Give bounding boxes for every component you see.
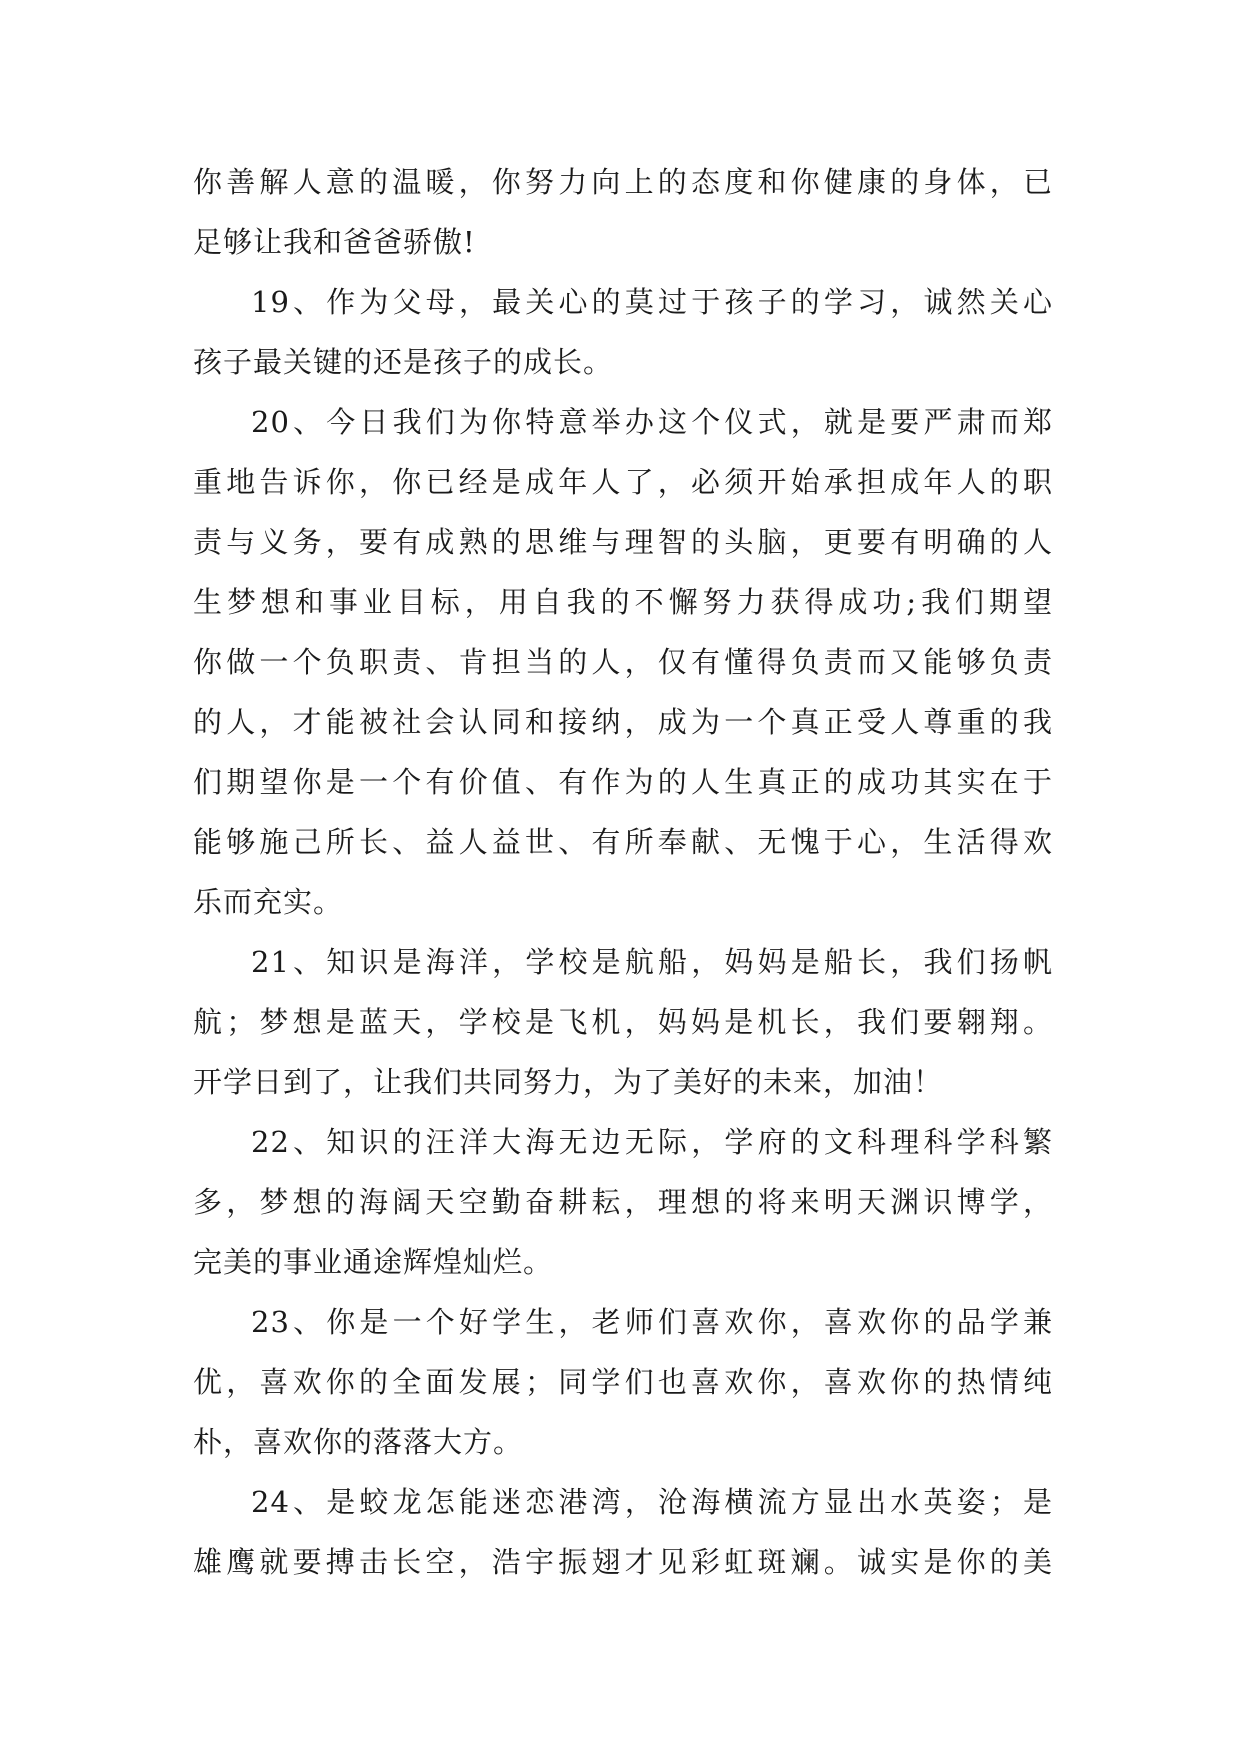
text-line: 们期望你是一个有价值、有作为的人生真正的成功其实在于: [193, 765, 1053, 799]
text-line: 责与义务，要有成熟的思维与理智的头脑，更要有明确的人: [193, 525, 1053, 559]
paragraph-start-22: 22、知识的汪洋大海无边无际，学府的文科理科学科繁: [251, 1125, 1053, 1159]
text-line: 雄鹰就要搏击长空，浩宇振翅才见彩虹斑斓。诚实是你的美: [193, 1545, 1053, 1579]
text-line: 重地告诉你，你已经是成年人了，必须开始承担成年人的职: [193, 465, 1053, 499]
text-line: 能够施己所长、益人益世、有所奉献、无愧于心，生活得欢: [193, 825, 1053, 859]
text-line: 足够让我和爸爸骄傲!: [193, 225, 476, 259]
text-line: 完美的事业通途辉煌灿烂。: [193, 1245, 554, 1279]
text-line: 你善解人意的温暖，你努力向上的态度和你健康的身体，已: [193, 165, 1053, 199]
document-body: [193, 152, 1053, 1592]
paragraph-start-19: 19、作为父母，最关心的莫过于孩子的学习，诚然关心: [251, 285, 1053, 319]
text-line: 开学日到了，让我们共同努力，为了美好的未来，加油！: [193, 1065, 944, 1099]
text-line: 你做一个负职责、肯担当的人，仅有懂得负责而又能够负责: [193, 645, 1053, 679]
text-line: 乐而充实。: [193, 885, 344, 919]
text-line: 优，喜欢你的全面发展；同学们也喜欢你，喜欢你的热情纯: [193, 1365, 1053, 1399]
text-line: 航；梦想是蓝天，学校是飞机，妈妈是机长，我们要翱翔。: [193, 1005, 1053, 1039]
text-line: 多，梦想的海阔天空勤奋耕耘，理想的将来明天渊识博学，: [193, 1185, 1053, 1219]
paragraph-start-20: 20、今日我们为你特意举办这个仪式，就是要严肃而郑: [251, 405, 1053, 439]
text-line: 朴，喜欢你的落落大方。: [193, 1425, 524, 1459]
text-line: 孩子最关键的还是孩子的成长。: [193, 345, 614, 379]
paragraph-start-21: 21、知识是海洋，学校是航船，妈妈是船长，我们扬帆: [251, 945, 1053, 979]
text-line: 的人，才能被社会认同和接纳，成为一个真正受人尊重的我: [193, 705, 1053, 739]
paragraph-start-23: 23、你是一个好学生，老师们喜欢你，喜欢你的品学兼: [251, 1305, 1053, 1339]
text-line: 生梦想和事业目标，用自我的不懈努力获得成功;我们期望: [193, 585, 1053, 619]
paragraph-start-24: 24、是蛟龙怎能迷恋港湾，沧海横流方显出水英姿；是: [251, 1485, 1053, 1519]
